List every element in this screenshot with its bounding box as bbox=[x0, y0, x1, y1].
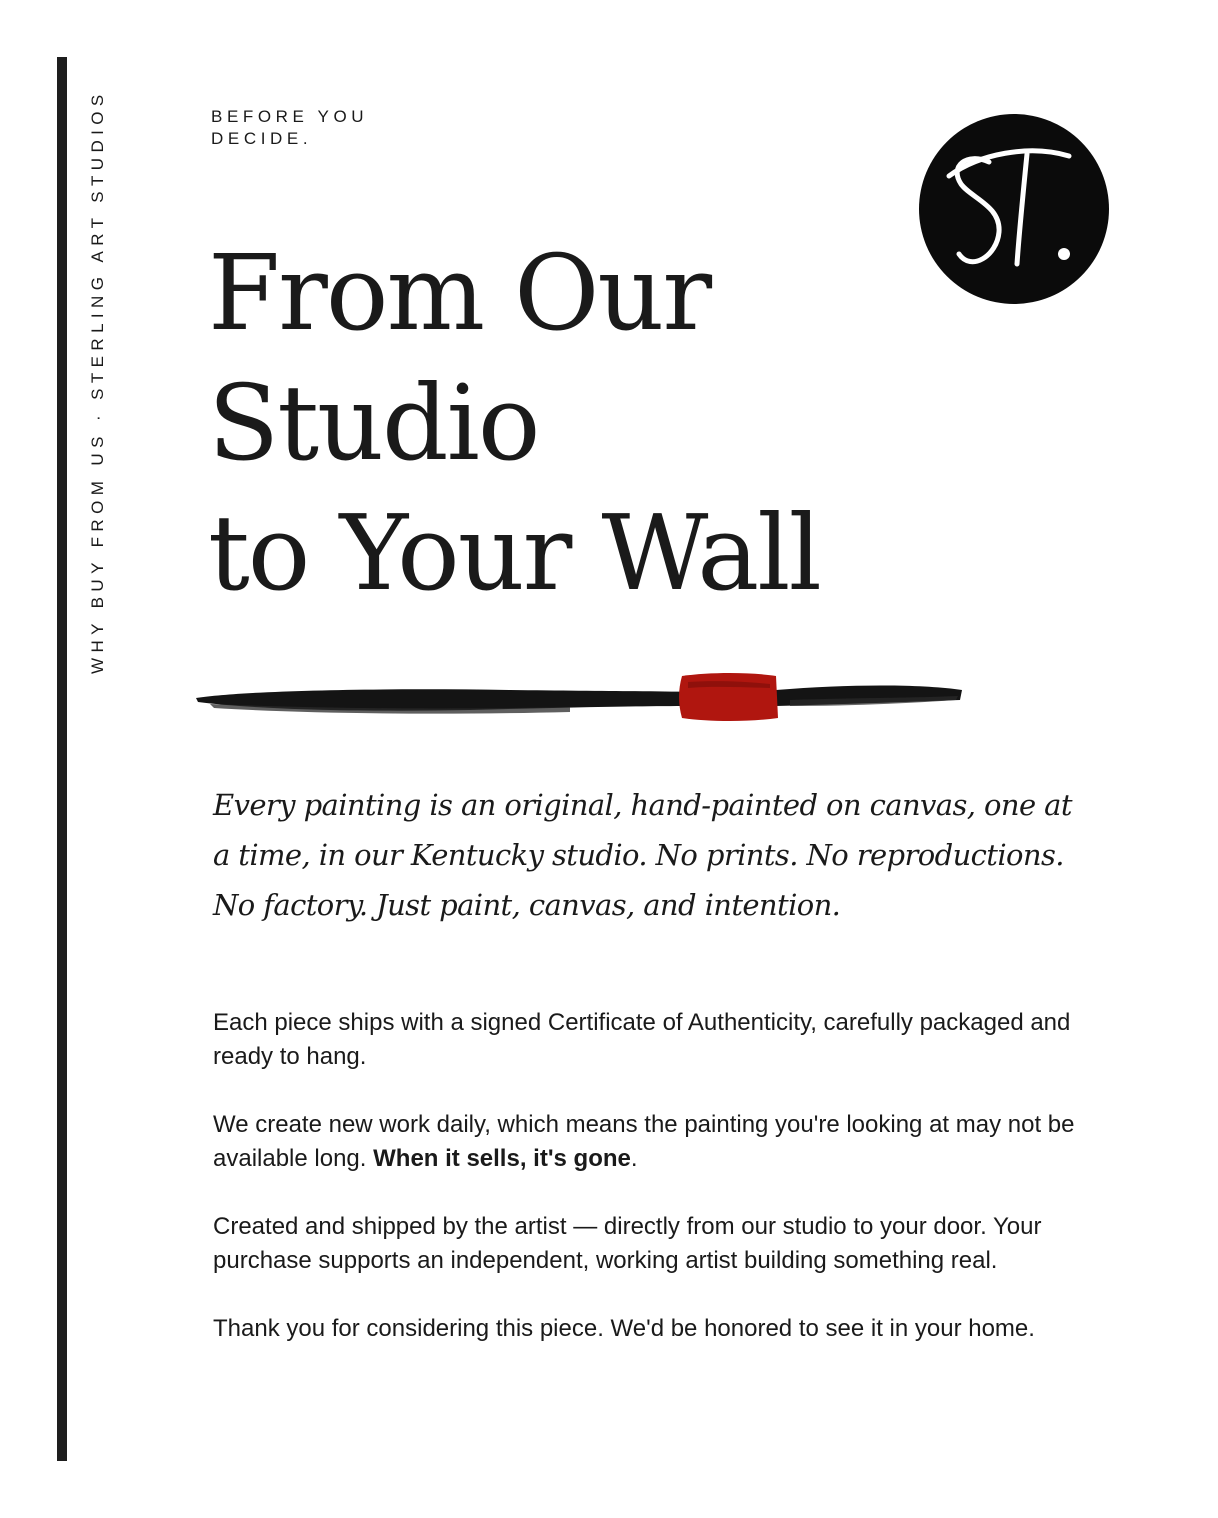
studio-logo bbox=[919, 114, 1109, 304]
kicker-line-2: DECIDE. bbox=[211, 129, 313, 148]
paragraph-artist: Created and shipped by the artist — directly from our studio to your door. Your purchase supports an independent, working artist building something real. bbox=[213, 1213, 1042, 1274]
page-title bbox=[208, 228, 820, 618]
paragraph-thanks: Thank you for considering this piece. We'd be honored to see it in your home. bbox=[213, 1315, 1035, 1342]
paragraph-certificate: Each piece ships with a signed Certificate of Authenticity, carefully packaged and ready to hang. bbox=[213, 1009, 1071, 1070]
paragraph-availability bbox=[213, 1108, 1093, 1176]
brush-stroke-divider bbox=[190, 660, 980, 732]
sidebar-vertical-text: WHY BUY FROM US · STERLING ART STUDIOS bbox=[88, 89, 107, 674]
st-monogram-logo bbox=[919, 114, 1109, 304]
title-line-2: Studio bbox=[208, 362, 539, 484]
title-line-1: From Our bbox=[208, 232, 711, 354]
kicker bbox=[211, 106, 431, 150]
kicker-line-1: BEFORE YOU bbox=[211, 107, 369, 126]
brush-stroke-graphic bbox=[190, 660, 980, 732]
title-line-3: to Your Wall bbox=[208, 492, 820, 614]
body-copy bbox=[213, 1006, 1093, 1380]
availability-emphasis: When it sells, it's gone bbox=[373, 1145, 631, 1172]
availability-period: . bbox=[630, 1145, 638, 1172]
availability-text: We create new work daily, which means the painting you're looking at may not be available long. bbox=[213, 1111, 1075, 1172]
sidebar-rule bbox=[57, 57, 67, 1461]
lede-paragraph: Every painting is an original, hand-painted on canvas, one at a time, in our Kentucky studio. No prints. No reproductions. No factory. Just paint, canvas, and intention. bbox=[213, 788, 1072, 922]
